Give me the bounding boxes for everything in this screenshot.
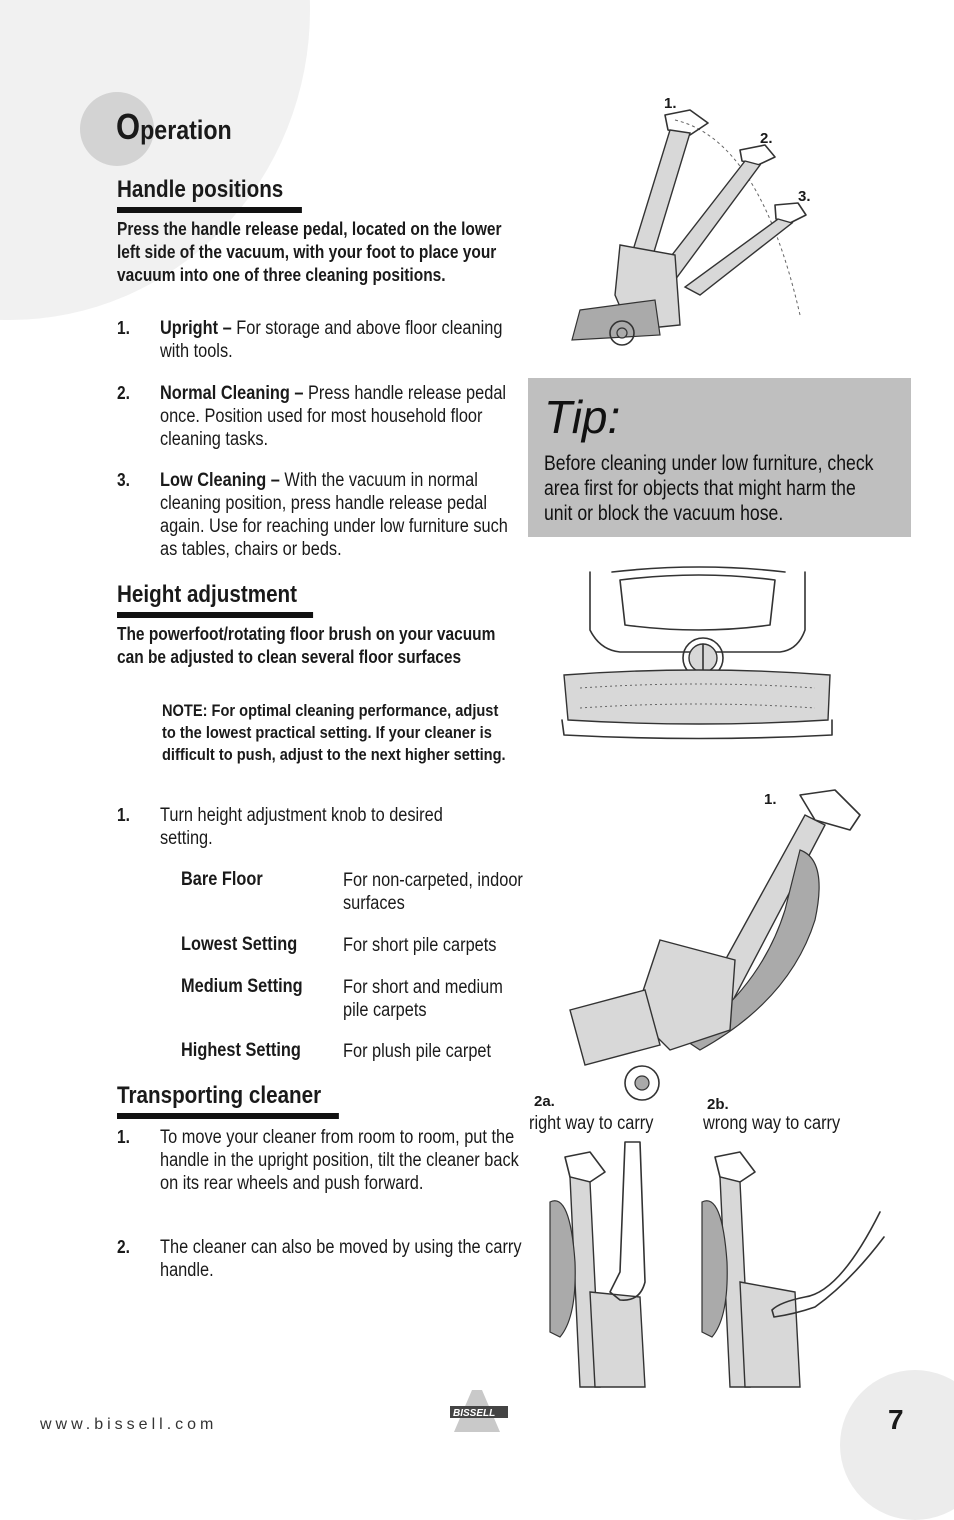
setting-desc-wrap <box>343 934 532 957</box>
setting-name: Medium Setting <box>181 976 303 997</box>
setting-desc: For non-carpeted, indoor surfaces <box>343 870 523 914</box>
setting-name: Lowest Setting <box>181 934 298 955</box>
transport-item <box>160 1126 526 1195</box>
footer-url: www.bissell.com <box>40 1416 218 1433</box>
tip-box <box>528 378 911 537</box>
handle-item-text: With the vacuum in normal cleaning position, press handle release pedal again. Use for reaching under low furniture such as tables, chairs or beds. <box>160 470 508 560</box>
height-item <box>160 804 495 850</box>
transport-item-text: To move your cleaner from room to room, put the handle in the upright position, tilt the cleaner back on its rear wheels and push forward. <box>160 1127 519 1194</box>
vacuum-handle-positions-illustration <box>560 95 820 350</box>
height-item-text: Turn height adjustment knob to desired setting. <box>160 805 443 849</box>
handle-positions-intro-wrap <box>117 218 504 287</box>
vacuum-tilted-transport-illustration <box>560 790 870 1100</box>
handle-item-number: 3. <box>117 470 130 490</box>
setting-desc: For short and medium pile carpets <box>343 977 503 1021</box>
figure-label: 3. <box>798 188 811 205</box>
transport-item <box>160 1236 526 1282</box>
setting-desc: For short pile carpets <box>343 935 497 956</box>
height-adjustment-intro: The powerfoot/rotating floor brush on your vacuum can be adjusted to clean several floor surfaces <box>117 624 496 667</box>
svg-text:BISSELL: BISSELL <box>453 1408 496 1419</box>
handle-positions-intro: Press the handle release pedal, located on the lower left side of the vacuum, with your foot to place your vacuum into one of three cleaning positions. <box>117 219 502 285</box>
transport-item-text: The cleaner can also be moved by using the carry handle. <box>160 1237 522 1281</box>
handle-positions-section <box>117 176 302 213</box>
hand-carry-illustration-wrong <box>700 1142 885 1387</box>
setting-desc-wrap <box>343 1040 524 1063</box>
bissell-logo <box>448 1390 512 1436</box>
height-adjustment-note-wrap <box>162 700 515 766</box>
setting-name: Bare Floor <box>181 869 263 890</box>
carry-wrong-caption: wrong way to carry <box>703 1113 841 1134</box>
title-rest: peration <box>140 115 232 145</box>
powerfoot-height-knob-illustration <box>560 570 840 742</box>
height-item-number: 1. <box>117 805 130 825</box>
transport-figure-label: 1. <box>764 791 777 808</box>
height-adjustment-intro-wrap <box>117 623 508 669</box>
transporting-section <box>117 1082 339 1119</box>
figure-label: 1. <box>664 95 677 112</box>
tip-text: Before cleaning under low furniture, check area first for objects that might harm the unit or block the vacuum hose. <box>544 452 874 525</box>
handle-item-text: Press handle release pedal once. Position used for most household floor cleaning tasks. <box>160 383 507 450</box>
carry-right-label: 2a. <box>534 1093 555 1110</box>
hand-carry-illustration-right <box>545 1142 665 1387</box>
setting-desc-wrap <box>343 869 524 915</box>
handle-item-upright <box>160 317 521 363</box>
handle-item-term: Low Cleaning – <box>160 470 280 491</box>
page-number: 7 <box>888 1404 904 1435</box>
figure-label: 2. <box>760 130 773 147</box>
handle-item-number: 1. <box>117 318 130 338</box>
page-number-circle-decoration <box>840 1370 954 1520</box>
carry-right-caption: right way to carry <box>529 1113 654 1134</box>
setting-name: Highest Setting <box>181 1040 301 1061</box>
handle-item-low-cleaning <box>160 469 526 561</box>
handle-item-text: For storage and above floor cleaning with tools. <box>160 318 503 362</box>
handle-item-term: Upright – <box>160 318 232 339</box>
transport-item-number: 2. <box>117 1237 130 1257</box>
handle-item-normal-cleaning <box>160 382 521 451</box>
handle-item-number: 2. <box>117 383 130 403</box>
setting-desc-wrap <box>343 976 524 1022</box>
height-adjustment-section <box>117 581 313 618</box>
transporting-heading: Transporting cleaner <box>117 1082 339 1119</box>
handle-item-term: Normal Cleaning – <box>160 383 304 404</box>
carry-wrong-label: 2b. <box>707 1096 729 1113</box>
transport-item-number: 1. <box>117 1127 130 1147</box>
title-first-letter: O <box>116 106 141 147</box>
height-adjustment-note: NOTE: For optimal cleaning performance, adjust to the lowest practical setting. If your cleaner is difficult to push, adjust to the next higher setting. <box>162 701 506 764</box>
setting-desc: For plush pile carpet <box>343 1041 492 1062</box>
tip-title: Tip: <box>544 391 621 443</box>
height-adjustment-heading: Height adjustment <box>117 581 313 618</box>
handle-positions-heading: Handle positions <box>117 176 302 213</box>
